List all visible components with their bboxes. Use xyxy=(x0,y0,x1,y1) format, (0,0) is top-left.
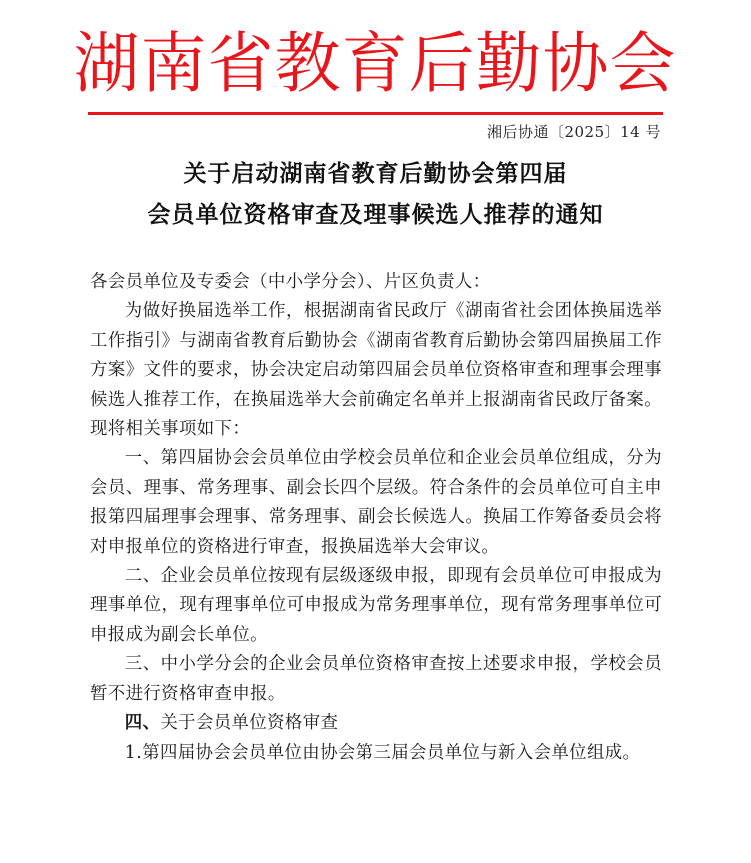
section-4-heading xyxy=(90,709,662,738)
section-2-paragraph: 二、企业会员单位按现有层级逐级申报，即现有会员单位可申报成为理事单位，现有理事单位可申报成为常务理事单位，现有常务理事单位可申报成为副会长单位。 xyxy=(90,566,662,645)
section-1-paragraph: 一、第四届协会会员单位由学校会员单位和企业会员单位组成，分为会员、理事、常务理事、副会长四个层级。符合条件的会员单位可自主申报第四届理事会理事、常务理事、副会长候选人。换届工作筹备委员会将对申报单位的资格进行审查，报换届选举大会审议。 xyxy=(90,448,662,557)
notice-title-line-1: 关于启动湖南省教育后勤协会第四届 xyxy=(183,161,568,187)
notice-title-line-2: 会员单位资格审查及理事候选人推荐的通知 xyxy=(147,202,604,228)
section-4-label: 四、 xyxy=(124,713,161,734)
org-letterhead-title: 湖南省教育后勤协会 xyxy=(73,25,677,102)
intro-paragraph: 为做好换届选举工作，根据湖南省民政厅《湖南省社会团体换届选举工作指引》与湖南省教育后勤协会《湖南省教育后勤协会第四届换届工作方案》文件的要求，协会决定启动第四届会员单位资格审查和理事会理事候选人推荐工作，在换届选举大会前确定名单并上报湖南省民政厅备案。现将相关事项如下： xyxy=(90,301,662,440)
section-3-paragraph: 三、中小学分会的企业会员单位资格审查按上述要求申报，学校会员暂不进行资格审查申报。 xyxy=(90,654,662,704)
section-4-text: 关于会员单位资格审查 xyxy=(160,713,339,734)
document-number: 湘后协通〔2025〕14 号 xyxy=(486,123,661,141)
salutation: 各会员单位及专委会（中小学分会）、片区负责人： xyxy=(90,272,491,292)
letterhead-red-rule xyxy=(88,112,663,115)
notice-body xyxy=(90,268,662,768)
section-4-item-1: 1.第四届协会会员单位由协会第三届会员单位与新入会单位组成。 xyxy=(124,742,641,763)
